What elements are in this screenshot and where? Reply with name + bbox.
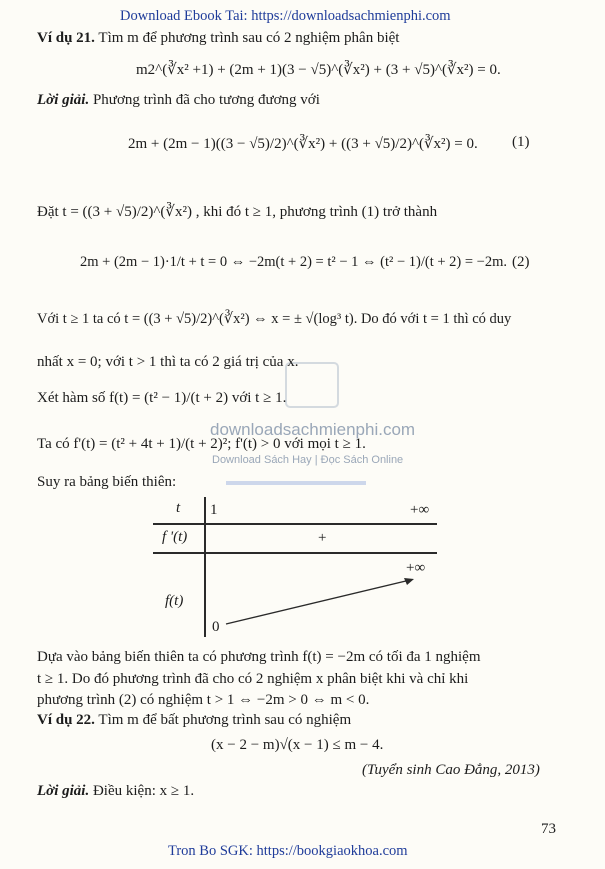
conclusion-line2: t ≥ 1. Do đó phương trình đã cho có 2 nghiệm x phân biệt khi và chỉ khi: [37, 671, 469, 687]
example22-prompt: Tìm m để bất phương trình sau có nghiệm: [98, 712, 352, 728]
table-row-f-label: f(t): [165, 593, 184, 609]
example22-heading: [37, 712, 351, 729]
para1-line2: nhất x = 0; với t > 1 thì ta có 2 giá trị của x.: [37, 354, 299, 370]
header-source: Download Ebook Tai: https://downloadsachmienphi.com: [120, 8, 451, 24]
page-number: 73: [541, 821, 556, 837]
table-row-fprime-label: f '(t): [162, 529, 188, 545]
conclusion-line3: phương trình (2) có nghiệm t > 1 ⇔ −2m > 0 ⇔ m < 0.: [37, 692, 370, 708]
example22-inequality: (x − 2 − m)√(x − 1) ≤ m − 4.: [211, 737, 384, 753]
table-f-start: 0: [212, 619, 220, 635]
derivative-line: Ta có f'(t) = (t² + 4t + 1)/(t + 2)²; f'(t) > 0 với mọi t ≥ 1.: [37, 436, 366, 452]
table-vertical-divider: [204, 497, 206, 637]
table-t-end: +∞: [410, 502, 430, 518]
example21-solution-intro: Lời giải. Phương trình đã cho tương đương với: [37, 92, 320, 108]
watermark-site: downloadsachmienphi.com: [210, 420, 416, 439]
table-intro: Suy ra bảng biến thiên:: [37, 474, 177, 490]
table-row-t-label: t: [176, 500, 181, 516]
footer-source: Tron Bo SGK: https://bookgiaokhoa.com: [168, 843, 408, 859]
conclusion-line1: Dựa vào bảng biến thiên ta có phương trình f(t) = −2m có tối đa 1 nghiệm: [37, 649, 481, 665]
equation-1: 2m + (2m − 1)((3 − √5)/2)^(∛x²) + ((3 + √5)/2)^(∛x²) = 0.: [128, 136, 478, 152]
table-hline-2: [153, 552, 437, 554]
table-t-start: 1: [210, 502, 218, 518]
increasing-arrow: [222, 570, 422, 630]
table-f-end: +∞: [406, 560, 426, 576]
example22-source: (Tuyển sinh Cao Đẳng, 2013): [362, 762, 540, 778]
example21-equation: m2^(∛x² +1) + (2m + 1)(3 − √5)^(∛x²) + (3 + √5)^(∛x²) = 0.: [136, 62, 501, 78]
solution-label: Lời giải.: [37, 92, 90, 108]
example22-solution-label: Lời giải.: [37, 783, 90, 799]
substitution-line: Đặt t = ((3 + √5)/2)^(∛x²) , khi đó t ≥ 1, phương trình (1) trở thành: [37, 204, 438, 220]
equation-1-tag: (1): [512, 134, 530, 150]
example22-label: Ví dụ 22.: [37, 712, 95, 728]
watermark-tagline: Download Sách Hay | Đọc Sách Online: [212, 454, 404, 466]
equation-2-tag: (2): [512, 254, 530, 270]
equation-2: 2m + (2m − 1)·1/t + t = 0 ⇔ −2m(t + 2) = t² − 1 ⇔ (t² − 1)/(t + 2) = −2m.: [80, 254, 507, 270]
example21-prompt: Tìm m để phương trình sau có 2 nghiệm phân biệt: [98, 30, 400, 46]
example21-heading: [37, 30, 399, 47]
watermark-bar: [226, 481, 366, 485]
para1-line1: Với t ≥ 1 ta có t = ((3 + √5)/2)^(∛x²) ⇔ x = ± √(log³ t). Do đó với t = 1 thì có duy: [37, 311, 512, 327]
table-sign: +: [318, 530, 327, 546]
function-definition: Xét hàm số f(t) = (t² − 1)/(t + 2) với t ≥ 1.: [37, 390, 287, 406]
example22-solution: Lời giải. Điều kiện: x ≥ 1.: [37, 783, 195, 799]
table-hline-1: [153, 523, 437, 525]
example21-label: Ví dụ 21.: [37, 30, 95, 46]
